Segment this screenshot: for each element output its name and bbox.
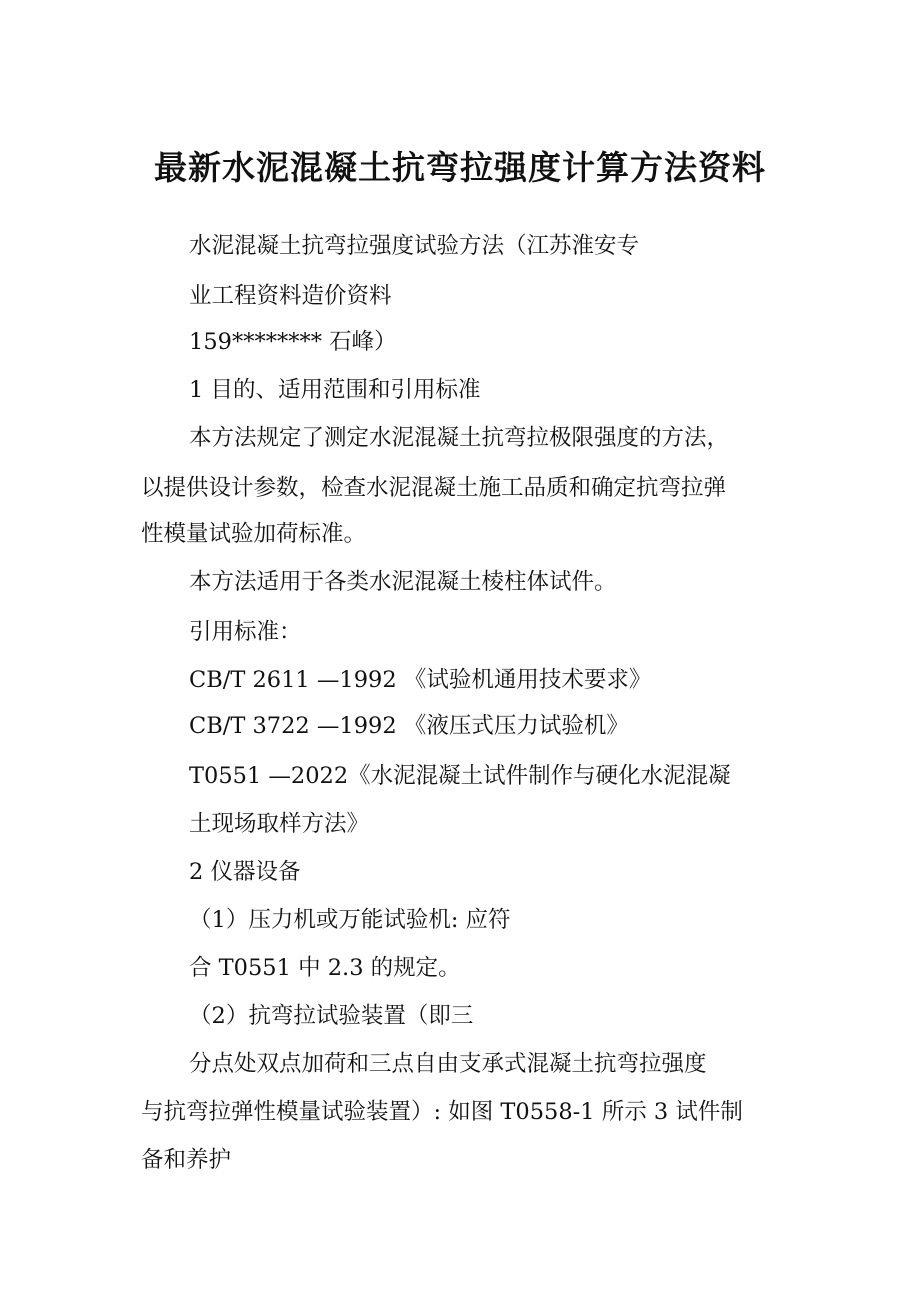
text-line: 159******** 石峰）: [189, 329, 397, 355]
list-item: （1）压力机或万能试验机: 应符: [189, 907, 511, 933]
list-item: （2）抗弯拉试验装置（即三: [189, 1003, 474, 1029]
text-line: 土现场取样方法》: [189, 811, 370, 837]
text-line: 备和养护: [141, 1147, 232, 1173]
document-title: 最新水泥混凝土抗弯拉强度计算方法资料: [154, 148, 766, 187]
text-line: 本方法适用于各类水泥混凝土棱柱体试件。: [189, 569, 617, 595]
section-heading: 2 仪器设备: [189, 859, 301, 885]
text-line: 分点处双点加荷和三点自由支承式混凝土抗弯拉强度: [189, 1051, 707, 1077]
standard-reference: CB/T 3722 —1992 《液压式压力试验机》: [189, 713, 629, 739]
text-line: 业工程资料造价资料: [189, 283, 392, 309]
text-line: 引用标准：: [189, 619, 302, 645]
section-heading: 1 目的、适用范围和引用标准: [189, 377, 481, 403]
standard-reference: T0551 —2022《水泥混凝土试件制作与硬化水泥混凝: [189, 763, 731, 789]
text-line: 合 T0551 中 2.3 的规定。: [189, 955, 461, 981]
text-line: 性模量试验加荷标准。: [141, 521, 367, 547]
standard-reference: CB/T 2611 —1992 《试验机通用技术要求》: [189, 667, 652, 693]
text-line: 以提供设计参数，检查水泥混凝土施工品质和确定抗弯拉弹: [141, 475, 727, 501]
text-line: 水泥混凝土抗弯拉强度试验方法（江苏淮安专: [189, 233, 640, 259]
text-line: 本方法规定了测定水泥混凝土抗弯拉极限强度的方法，: [189, 425, 730, 451]
text-line: 与抗弯拉弹性模量试验装置）: 如图 T0558-1 所示 3 试件制: [141, 1099, 743, 1125]
